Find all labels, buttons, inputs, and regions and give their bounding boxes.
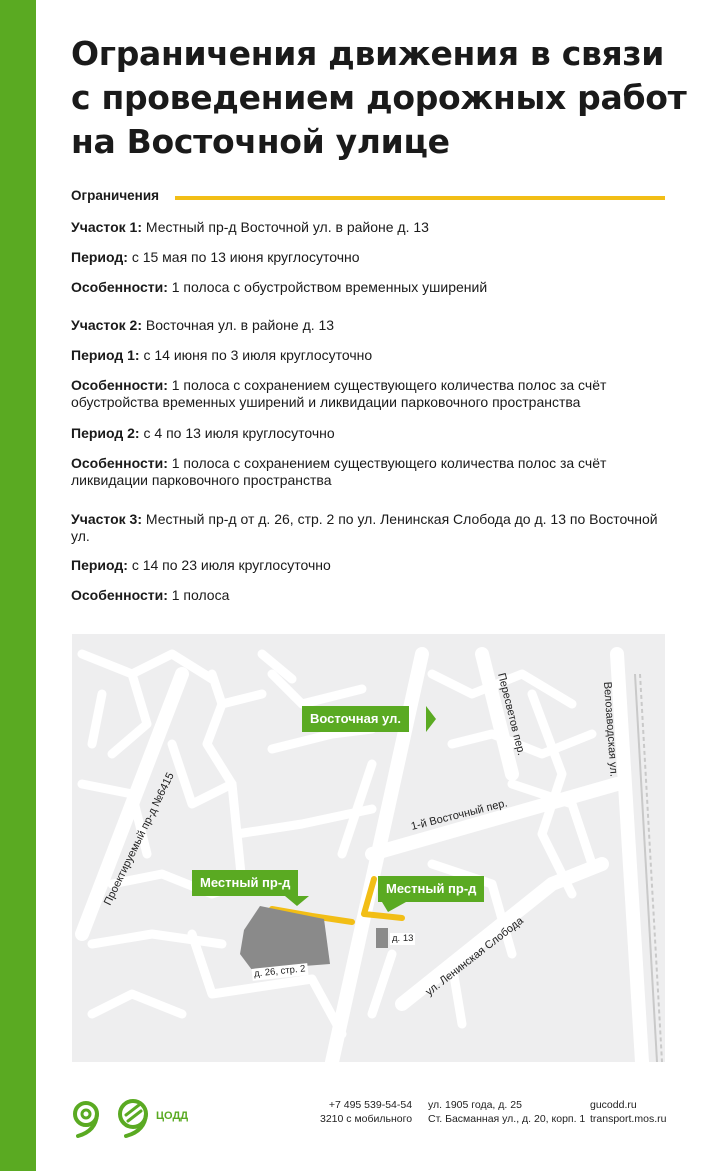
footer-phone bbox=[320, 1098, 412, 1126]
building-label-26: д. 26, стр. 2 bbox=[252, 963, 309, 981]
info-line: Особенности: 1 полоса с сохранением существующего количества полос за счёт обустройства временных уширений и ликвидации парковочного пространства bbox=[71, 377, 607, 410]
street-label-leninskaya: ул. Ленинская Слобода bbox=[423, 914, 526, 999]
info-line: Период 2: с 4 по 13 июля круглосуточно bbox=[71, 425, 335, 441]
street-label-peresvetov: Пересветов пер. bbox=[495, 671, 528, 757]
street-label-velozavodskaya: Велозаводская ул. bbox=[601, 681, 620, 778]
codd-logo bbox=[70, 1093, 240, 1141]
tag-pointer-mestny-right bbox=[382, 902, 406, 912]
section-divider-line bbox=[175, 196, 665, 200]
info-line: Период: с 14 по 23 июля круглосуточно bbox=[71, 557, 331, 573]
tag-mestny-right: Местный пр-д bbox=[378, 876, 484, 902]
footer-address-1: ул. 1905 года, д. 25 bbox=[428, 1099, 522, 1111]
footer-site-gucodd[interactable]: gucodd.ru bbox=[590, 1099, 637, 1111]
logo-icon bbox=[70, 1093, 240, 1141]
footer-sites bbox=[590, 1098, 666, 1126]
map-roads bbox=[72, 634, 665, 1062]
footer-site-transport[interactable]: transport.mos.ru bbox=[590, 1113, 667, 1125]
street-label-proektiruemy: Проектируемый пр-д №6415 bbox=[101, 770, 177, 908]
tag-pointer-vostochnaya bbox=[426, 706, 436, 732]
page-title: Ограничения движения в связи с проведением дорожных работ на Восточной улице bbox=[71, 34, 687, 161]
map bbox=[72, 634, 665, 1062]
footer-address-2: Ст. Басманная ул., д. 20, корп. 1 bbox=[428, 1113, 586, 1125]
section-label: Ограничения bbox=[71, 188, 167, 203]
street-label-1-vostochny: 1-й Восточный пер. bbox=[409, 797, 509, 833]
logo-text: ЦОДД bbox=[156, 1110, 189, 1122]
info-line: Участок 3: Местный пр-д от д. 26, стр. 2 по ул. Ленинская Слобода до д. 13 по Восточной ул. bbox=[71, 511, 658, 544]
info-line: Особенности: 1 полоса с обустройством временных уширений bbox=[71, 279, 488, 295]
footer-address bbox=[428, 1098, 585, 1126]
tag-mestny-left: Местный пр-д bbox=[192, 870, 298, 896]
footer-phone-number[interactable]: +7 495 539-54-54 bbox=[328, 1099, 413, 1111]
building-label-13: д. 13 bbox=[392, 933, 414, 944]
footer-mobile: 3210 с мобильного bbox=[320, 1113, 413, 1125]
info-line: Особенности: 1 полоса с сохранением существующего количества полос за счёт ликвидации парковочного пространства bbox=[71, 455, 607, 488]
tag-vostochnaya: Восточная ул. bbox=[302, 706, 409, 732]
section-header bbox=[71, 188, 665, 208]
info-line: Период 1: с 14 июня по 3 июля круглосуточно bbox=[71, 347, 373, 363]
tag-pointer-mestny-left bbox=[285, 896, 309, 906]
info-line: Участок 1: Местный пр-д Восточной ул. в районе д. 13 bbox=[71, 219, 429, 235]
info-line: Участок 2: Восточная ул. в районе д. 13 bbox=[71, 317, 335, 333]
green-side-bar bbox=[0, 0, 36, 1171]
info-line: Особенности: 1 полоса bbox=[71, 587, 230, 603]
info-line: Период: с 15 мая по 13 июня круглосуточно bbox=[71, 249, 360, 265]
